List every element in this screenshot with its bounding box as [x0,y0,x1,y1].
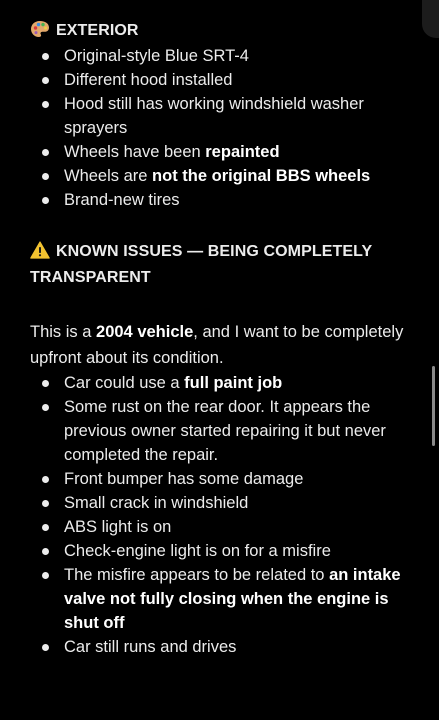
known-issues-heading [30,239,416,291]
known-issues-list [30,371,416,659]
list-item: Brand-new tires [30,188,416,212]
condition-paragraph: This is a 2004 vehicle, and I want to be completely upfront about its condition. [30,323,404,367]
artist-palette-icon [30,20,50,38]
list-item: Car could use a full paint job [30,371,416,395]
scrollbar-thumb[interactable] [432,366,435,446]
floating-button-edge[interactable] [422,0,439,38]
list-item: Some rust on the rear door. It appears the previous owner started repairing it but never completed the repair. [30,395,416,467]
list-item: Check-engine light is on for a misfire [30,539,416,563]
list-item: Front bumper has some damage [30,467,416,491]
exterior-heading [30,18,416,44]
exterior-list [30,44,416,212]
list-item: Original-style Blue SRT-4 [30,44,416,68]
warning-icon [30,241,50,259]
exterior-heading-text: EXTERIOR [56,22,139,39]
list-item: Car still runs and drives [30,635,416,659]
list-item: Wheels have been repainted [30,140,416,164]
list-item: Small crack in windshield [30,491,416,515]
list-item: ABS light is on [30,515,416,539]
list-item: Wheels are not the original BBS wheels [30,164,416,188]
list-item: The misfire appears to be related to an intake valve not fully closing when the engine is shut off [30,563,416,635]
message-content [30,18,416,659]
list-item: Different hood installed [30,68,416,92]
list-item: Hood still has working windshield washer sprayers [30,92,416,140]
known-issues-heading-text: KNOWN ISSUES — BEING COMPLETELY TRANSPARENT [30,243,373,286]
